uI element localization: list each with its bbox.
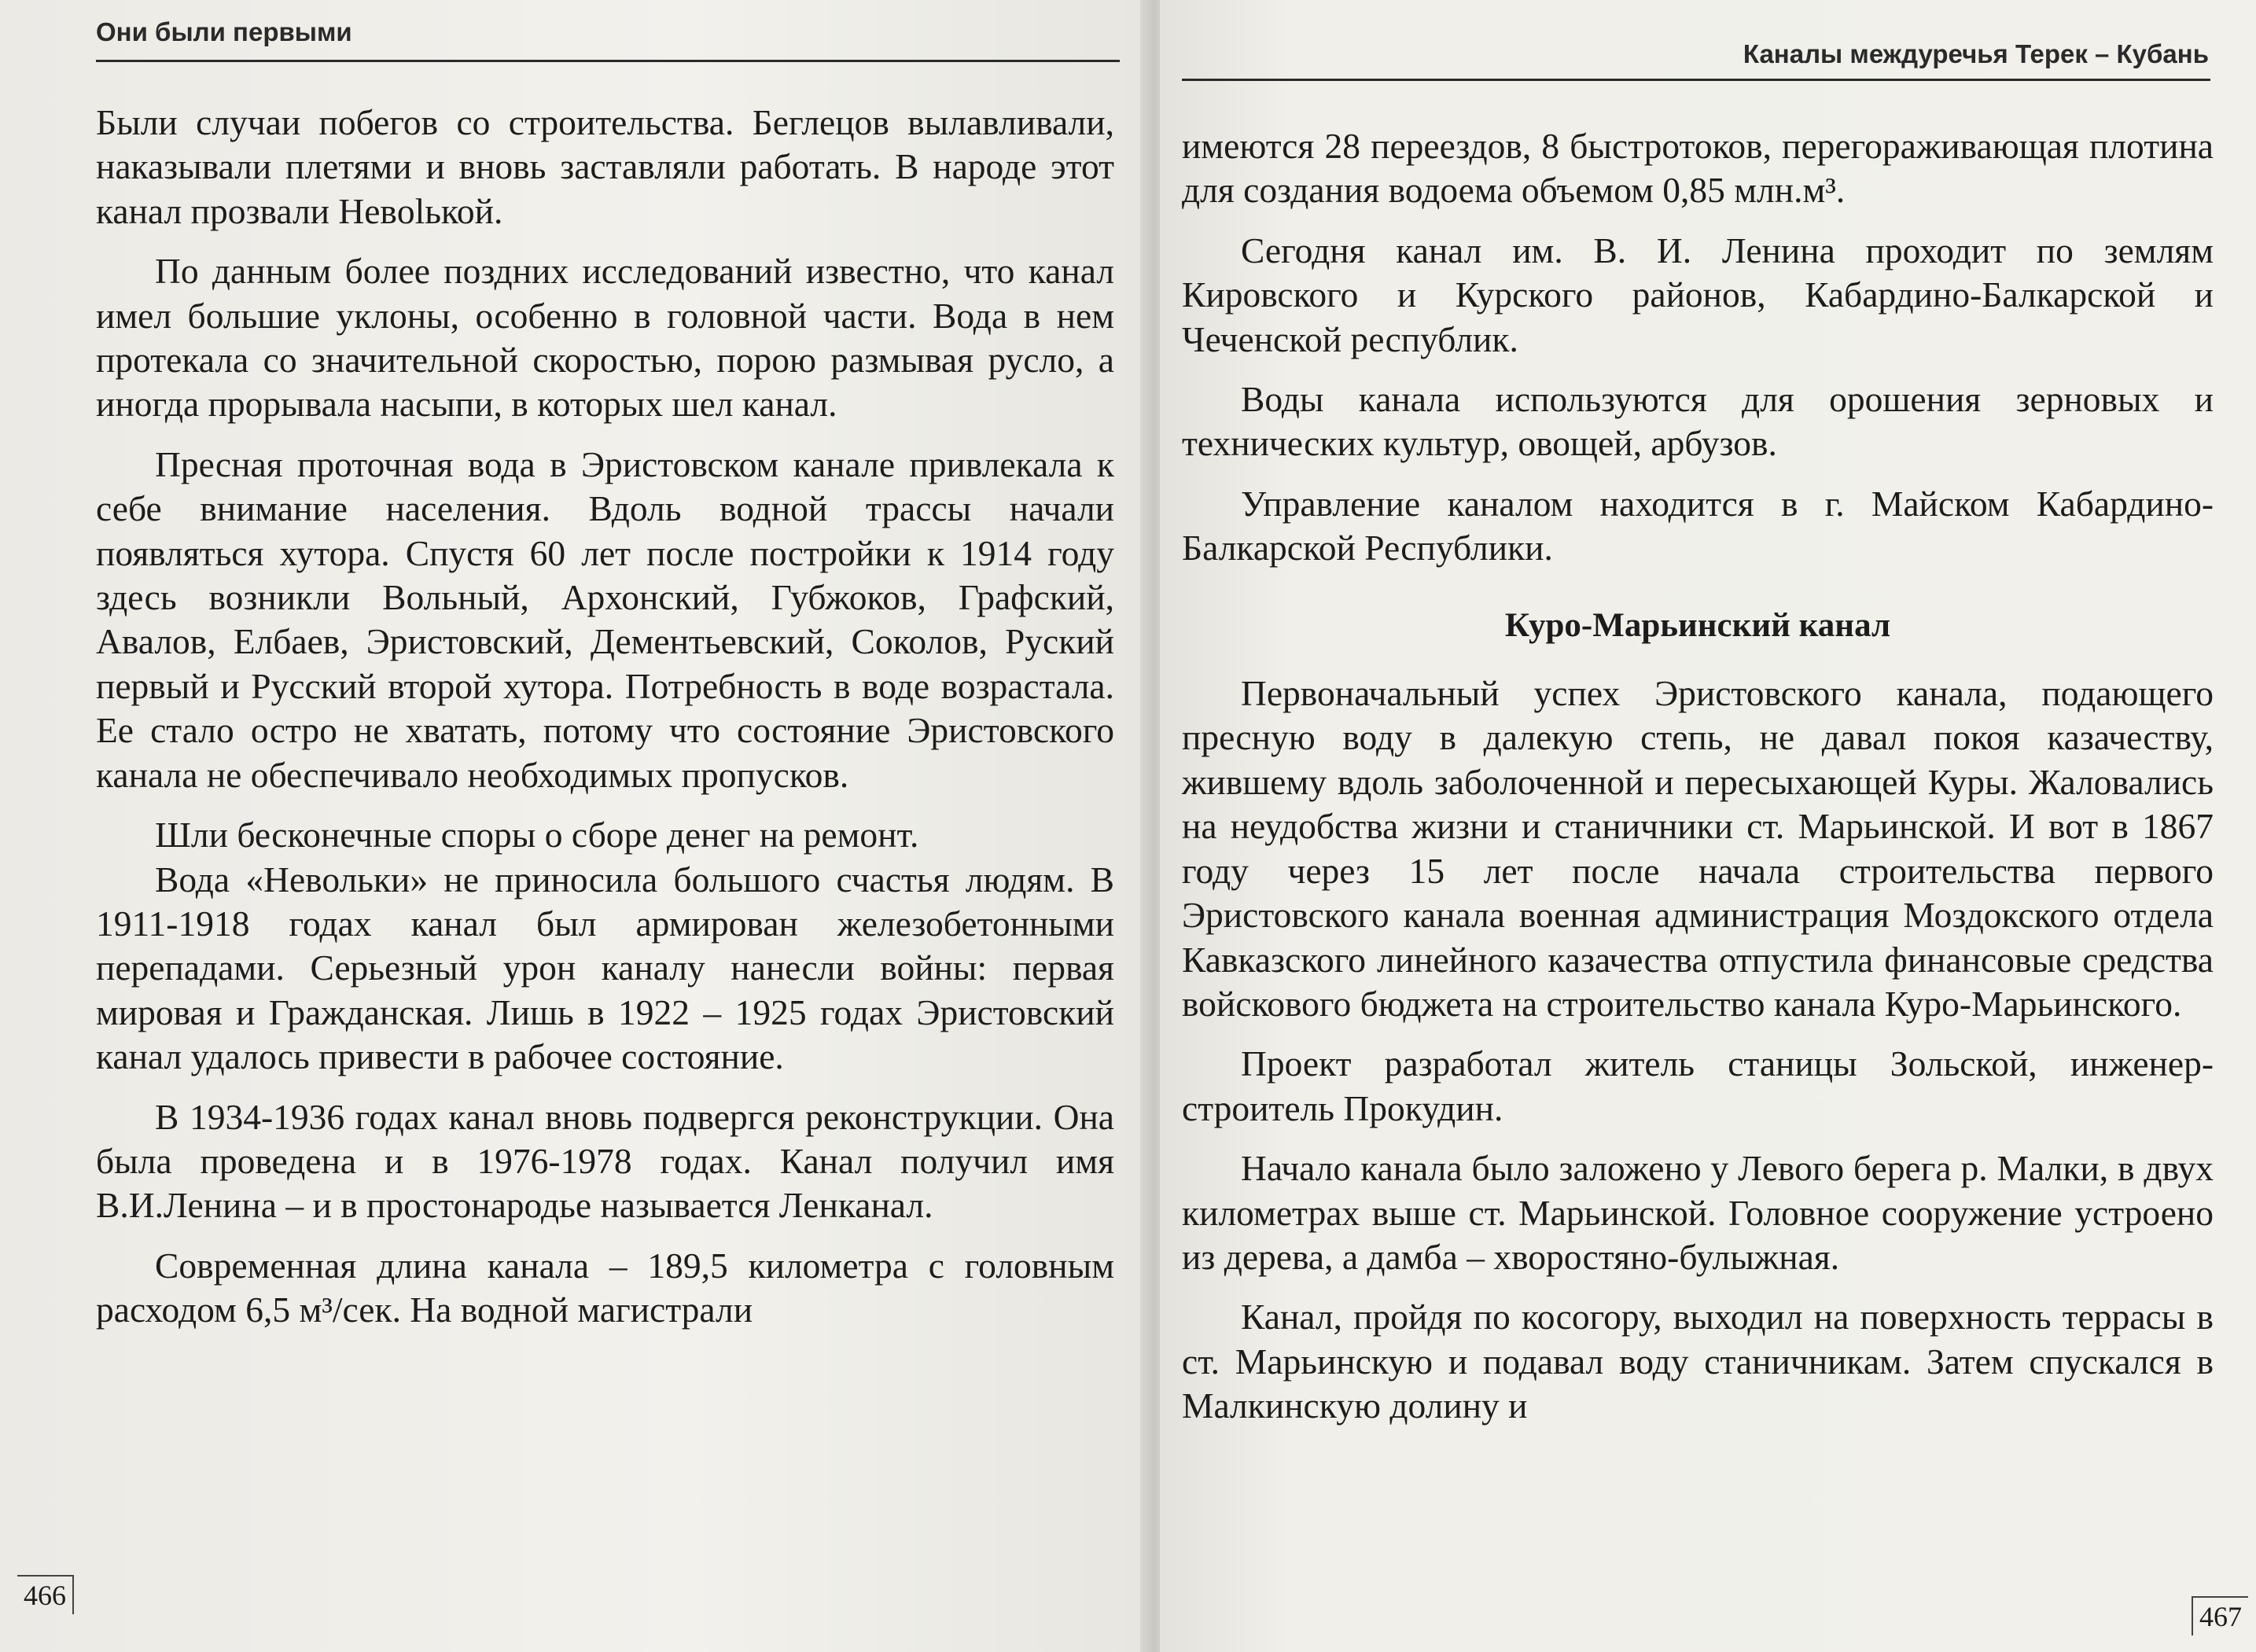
left-page-body — [96, 101, 1114, 1333]
paragraph: По данным более поздних исследований известно, что канал имел большие уклоны, особенно в головной части. Вода в нем протекала со значительной скоростью, порою размывая русло, а иногда прорывала насыпи, в которых шел канал. — [96, 251, 1114, 425]
paragraph: Современная длина канала – 189,5 километра с головным расходом 6,5 м³/сек. На водной магистрали — [96, 1245, 1114, 1330]
paragraph: Воды канала используются для орошения зерновых и технических культур, овощей, арбузов. — [1182, 379, 2214, 464]
right-page-body — [1182, 124, 2214, 1429]
paragraph: Канал, пройдя по косогору, выходил на поверхность террасы в ст. Марьинскую и подавал воду станичникам. Затем спускался в Малкинскую долину и — [1182, 1297, 2214, 1426]
running-head-right: Каналы междуречья Терек – Кубань — [1743, 39, 2209, 68]
paragraph: В 1934-1936 годах канал вновь подвергся реконструкции. Она была проведена и в 1976-1978 годах. Канал получил имя В.И.Ленина – и в простонародье называется Ленканал. — [96, 1096, 1114, 1226]
paragraph: Были случаи побегов со строительства. Беглецов вылавливали, наказывали плетями и вновь заставляли работать. В народе этот канал прозвали Невolькой. — [96, 102, 1114, 231]
paragraph: Первоначальный успех Эристовского канала, подающего пресную воду в далекую степь, не давал покоя казачеству, жившему вдоль заболоченной и пересыхающей Куры. Жаловались на неудобства жизни и станичники ст. Марьинской. И вот в 1867 году через 15 лет после начала строительства первого Эристовского канала военная администрация Моздокского отдела Кавказского линейного казачества отпустила финансовые средства войскового бюджета на строительство канала Куро-Марьинского. — [1182, 673, 2214, 1024]
paragraph: имеются 28 переездов, 8 быстротоков, перегораживающая плотина для создания водоема объемом 0,85 млн.м³. — [1182, 126, 2214, 211]
paragraph: Сегодня канал им. В. И. Ленина проходит по землям Кировского и Курского районов, Кабардино-Балкарской и Чеченской республик. — [1182, 230, 2214, 359]
head-rule-left — [96, 60, 1120, 62]
paragraph: Проект разработал житель станицы Зольской, инженер-строитель Прокудин. — [1182, 1043, 2214, 1128]
paragraph: Вода «Невольки» не приносила большого счастья людям. В 1911-1918 годах канал был армирован железобетонными перепадами. Серьезный урон каналу нанесли войны: первая мировая и Гражданская. Лишь в 1922 – 1925 годах Эристовский канал удалось привести в рабочее состояние. — [96, 859, 1114, 1077]
head-rule-right — [1182, 79, 2210, 81]
page-number-left: 466 — [17, 1575, 74, 1614]
right-page — [1160, 0, 2256, 1652]
running-head-left: Они были первыми — [96, 17, 352, 46]
page-number-right: 467 — [2192, 1596, 2248, 1635]
paragraph: Пресная проточная вода в Эристовском канале привлекала к себе внимание населения. Вдоль водной трассы начали появляться хутора. Спустя 60 лет после постройки к 1914 году здесь возникли Вольный, Архонский, Губжоков, Графский, Авалов, Елбаев, Эристовский, Дементьевский, Соколов, Руский первый и Русский второй хутора. Потребность в воде возрастала. Ее стало остро не хватать, потому что состояние Эристовского канала не обеспечивало необходимых пропусков. — [96, 443, 1114, 795]
paragraph: Управление каналом находится в г. Майском Кабардино-Балкарской Республики. — [1182, 483, 2214, 568]
section-heading: Куро-Марьинский канал — [1504, 606, 1891, 644]
paragraph: Начало канала было заложено у Левого берега р. Малки, в двух километрах выше ст. Марьинской. Головное сооружение устроено из дерева, а дамба – хворостяно-булыжная. — [1182, 1148, 2214, 1277]
paragraph: Шли бесконечные споры о сборе денег на ремонт. — [155, 815, 919, 855]
